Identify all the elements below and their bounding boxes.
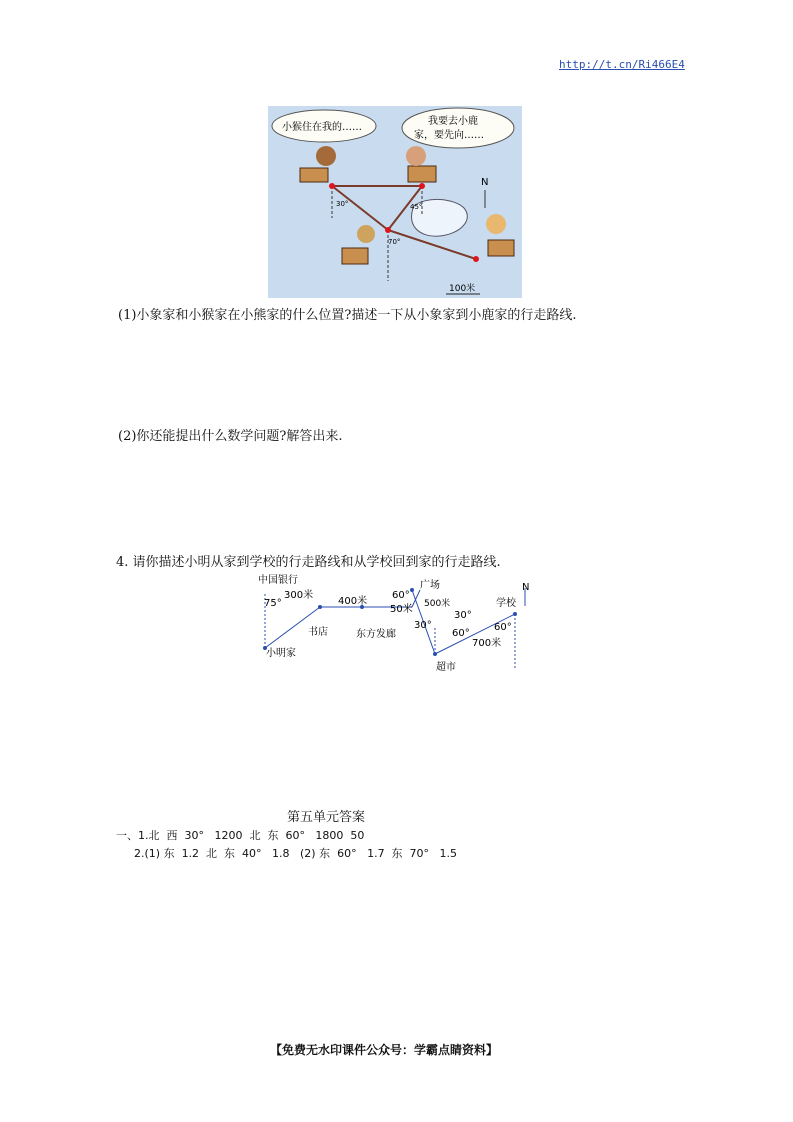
route-map-figure	[250, 574, 530, 674]
footer-note: 【免费无水印课件公众号：学霸点睛资料】	[270, 1043, 499, 1057]
house-monkey	[408, 166, 436, 182]
house-elephant	[342, 248, 368, 264]
label-supermarket: 超市	[436, 662, 456, 673]
answers-line-2: 2.(1) 东 1.2 北 东 40° 1.8 (2) 东 60° 1.7 东 70° 1.5	[134, 847, 458, 860]
deer-character	[486, 214, 506, 234]
label-home: 小明家	[266, 648, 296, 659]
answers-title: 第五单元答案	[287, 810, 366, 825]
point-bookstore	[318, 605, 322, 609]
question-2: (2)你还能提出什么数学问题?解答出来.	[118, 429, 343, 444]
monkey-character	[357, 225, 375, 243]
label-50m: 50米	[390, 604, 413, 615]
label-60deg-a: 60°	[392, 590, 410, 601]
angle-45: 45°	[410, 203, 423, 211]
north-label-2: N	[522, 582, 530, 593]
label-500m: 500米	[424, 599, 451, 609]
answers-line-1: 一、1.北 西 30° 1200 北 东 60° 1800 50	[116, 829, 365, 842]
label-60deg-b: 60°	[452, 628, 470, 639]
label-30deg-a: 30°	[454, 610, 472, 621]
label-school: 学校	[496, 598, 516, 609]
point-deer	[473, 256, 479, 262]
house-bear	[300, 168, 328, 182]
label-75deg: 75°	[264, 598, 282, 609]
label-400m: 400米	[338, 596, 368, 607]
point-square	[410, 588, 414, 592]
label-700m: 700米	[472, 638, 502, 649]
angle-30: 30°	[336, 200, 349, 208]
house-deer	[488, 240, 514, 256]
label-bank: 中国银行	[258, 575, 298, 586]
point-monkey	[419, 183, 425, 189]
elephant-character	[406, 146, 426, 166]
label-bookstore: 书店	[308, 627, 328, 638]
label-30deg-b: 30°	[414, 620, 432, 631]
label-square: 广场	[420, 580, 440, 591]
map-figure	[268, 106, 522, 298]
point-elephant	[385, 227, 391, 233]
point-school	[513, 612, 517, 616]
scale-label: 100米	[449, 284, 476, 294]
point-supermarket	[433, 652, 437, 656]
source-link[interactable]: http://t.cn/Ri466E4	[559, 58, 685, 71]
bubble-right-text-2: 家，要先向……	[414, 130, 484, 141]
north-label: N	[481, 177, 489, 188]
bear-character	[316, 146, 336, 166]
bubble-right	[402, 108, 514, 148]
label-60deg-c: 60°	[494, 622, 512, 633]
label-mall: 东方发廊	[356, 629, 396, 640]
question-1: (1)小象家和小猴家在小熊家的什么位置?描述一下从小象家到小鹿家的行走路线.	[118, 308, 577, 323]
label-300m: 300米	[284, 590, 314, 601]
bubble-right-text-1: 我要去小鹿	[428, 116, 478, 127]
angle-70: 70°	[388, 238, 401, 246]
question-4: 4. 请你描述小明从家到学校的行走路线和从学校回到家的行走路线.	[116, 555, 501, 570]
point-bear	[329, 183, 335, 189]
bubble-left-text: 小猴住在我的……	[282, 122, 362, 133]
